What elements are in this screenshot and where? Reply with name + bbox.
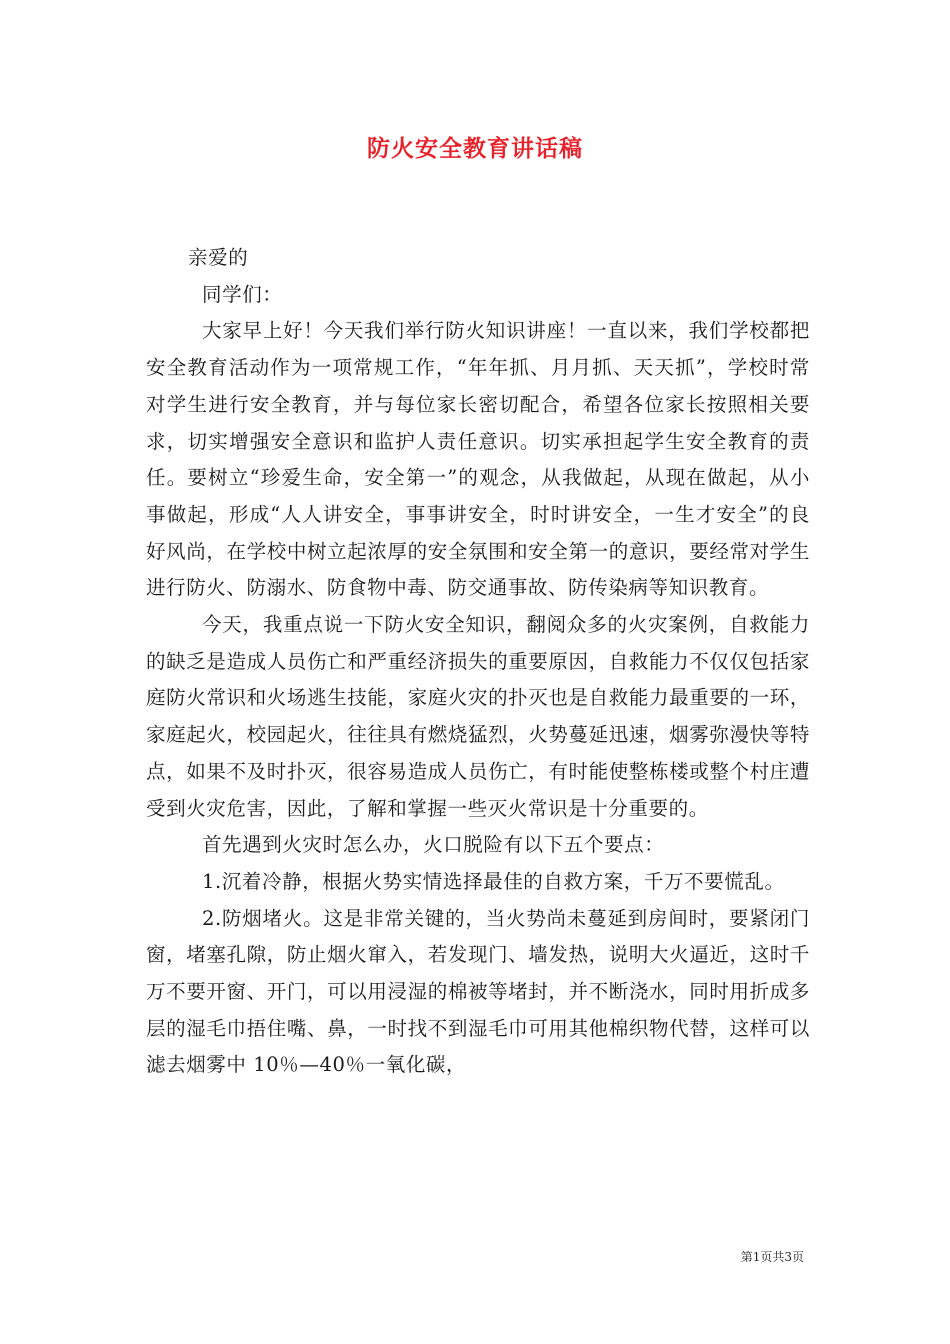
document-title: 防火安全教育讲话稿 <box>367 135 583 162</box>
paragraph-point-1: 1.沉着冷静，根据火势实情选择最佳的自救方案，千万不要慌乱。 <box>202 869 785 893</box>
paragraph-five-points-intro: 首先遇到火灾时怎么办，火口脱险有以下五个要点： <box>202 833 665 857</box>
paragraph-fire-knowledge: 今天，我重点说一下防火安全知识，翻阅众多的火灾案例，自救能力的缺乏是造成人员伤亡和严重经济损失的重要原因，自救能力不仅仅包括家庭防火常识和火场逃生技能，家庭火灾的扑灭也是自救能力最重要的一环，家庭起火，校园起火，往往具有燃烧猛烈，火势蔓延迅速，烟雾弥漫快等特点，如果不及时扑灭，很容易造成人员伤亡，有时能使整栋楼或整个村庄遭受到火灾危害，因此，了解和掌握一些灭火常识是十分重要的。 <box>146 613 810 820</box>
paragraph-point-2: 2.防烟堵火。这是非常关键的，当火势尚未蔓延到房间时，要紧闭门窗，堵塞孔隙，防止烟火窜入，若发现门、墙发热，说明大火逼近，这时千万不要开窗、开门，可以用浸湿的棉被等堵封，并不断浇水，同时用折成多层的湿毛巾捂住嘴、鼻，一时找不到湿毛巾可用其他棉织物代替，这样可以滤去烟雾中 10％—40％一氧化碳， <box>146 906 810 1077</box>
page-number: 第1页共3页 <box>740 1250 804 1264</box>
salutation-line-2: 同学们： <box>202 282 283 306</box>
paragraph-greeting: 大家早上好！今天我们举行防火知识讲座！一直以来，我们学校都把安全教育活动作为一项常规工作，“年年抓、月月抓、天天抓”，学校时常对学生进行安全教育，并与每位家长密切配合，希望各位家长按照相关要求，切实增强安全意识和监护人责任意识。切实承担起学生安全教育的责任。要树立“珍爱生命，安全第一”的观念，从我做起，从现在做起，从小事做起，形成“人人讲安全，事事讲安全，时时讲安全，一生才安全”的良好风尚，在学校中树立起浓厚的安全氛围和安全第一的意识，要经常对学生进行防火、防溺水、防食物中毒、防交通事故、防传染病等知识教育。 <box>146 319 810 600</box>
document-body <box>146 240 810 1084</box>
salutation-line-1: 亲爱的 <box>188 246 249 269</box>
